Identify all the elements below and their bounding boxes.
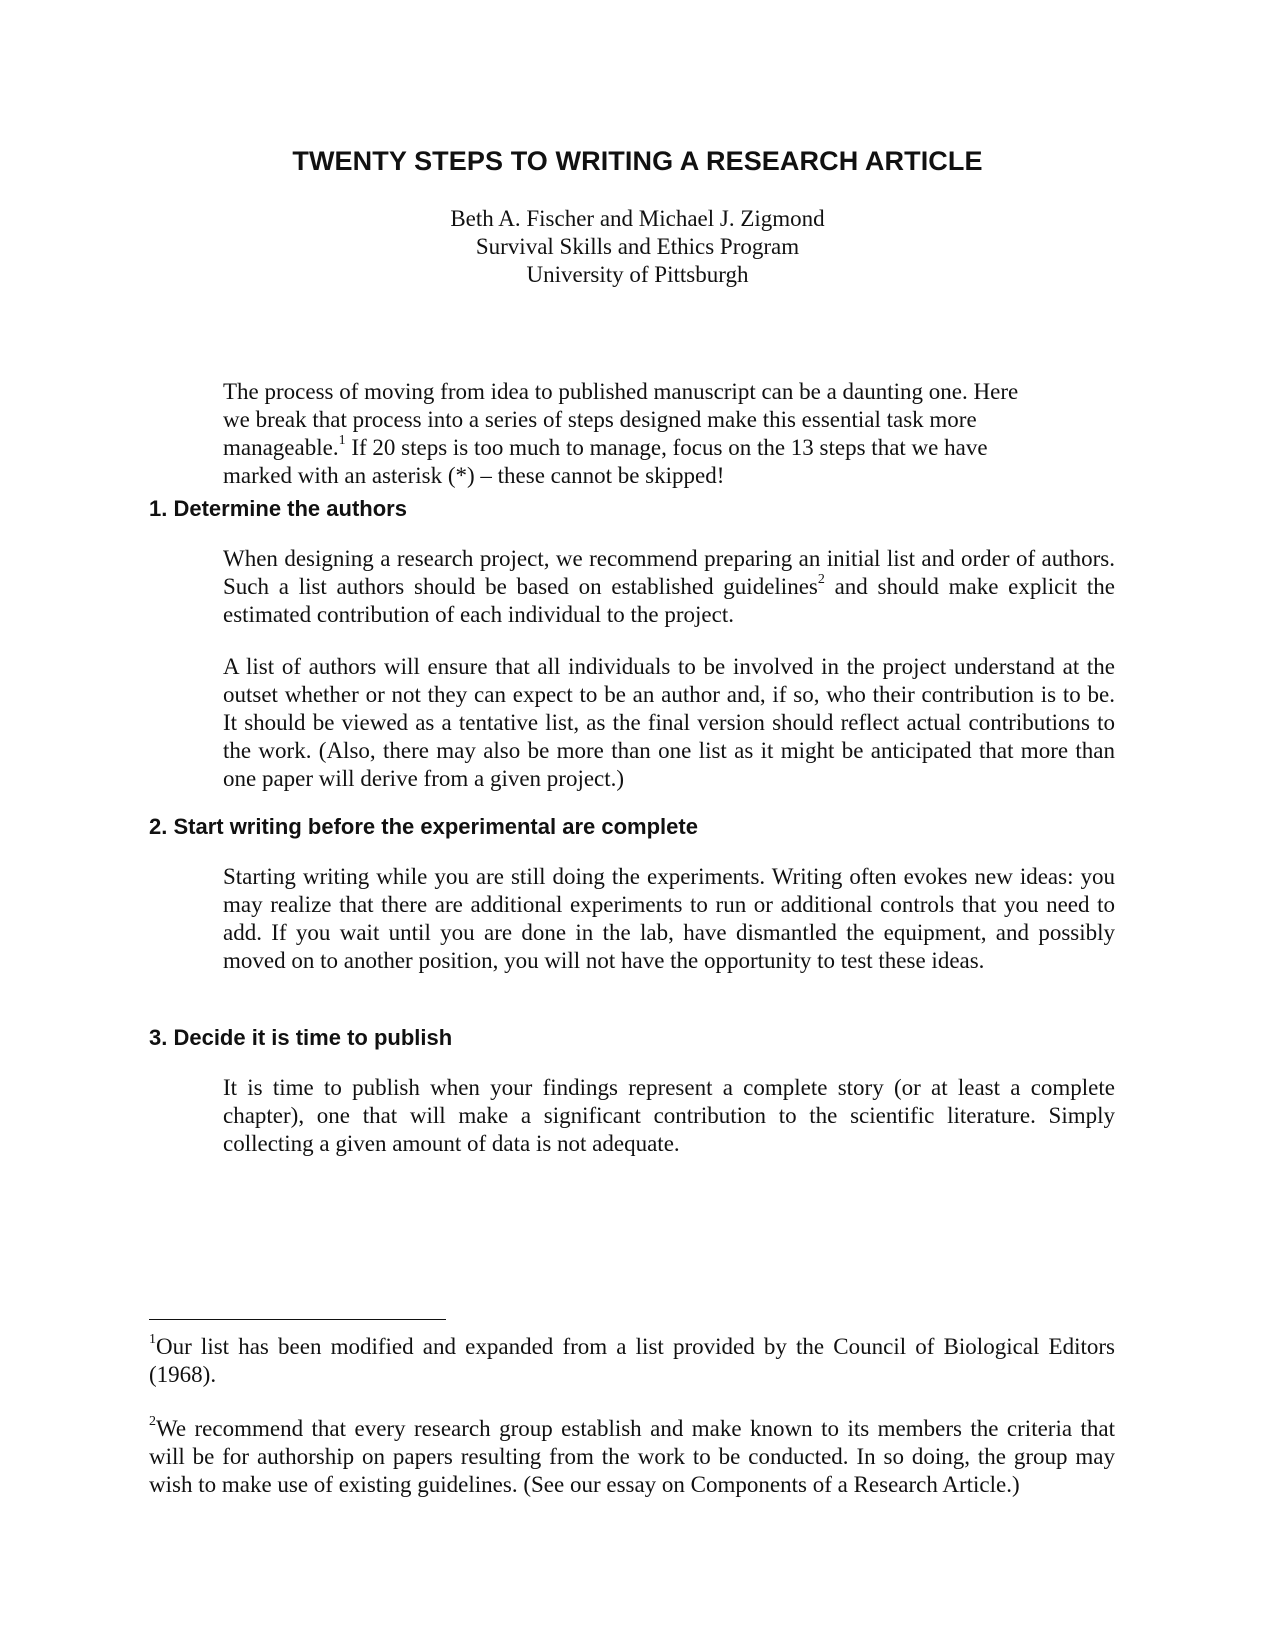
footnote-ref-2: 2 [817,572,825,588]
document-title: TWENTY STEPS TO WRITING A RESEARCH ARTICLE [292,146,983,176]
intro-text-part2: If 20 steps is too much to manage, focus on the 13 steps that we have marked with an asterisk (*) – these cannot be skipped! [223,435,988,488]
section-1-paragraph-1 [223,545,1115,629]
program-name: Survival Skills and Ethics Program [475,234,800,259]
section-1-paragraph-2: A list of authors will ensure that all individuals to be involved in the project understand at the outset whether or not they can expect to be an author and, if so, who their contribution is to be. It should be viewed as a tentative list, as the final version should reflect actual contributions to the work. (Also, there may also be more than one list as it might be anticipated that more than one paper will derive from a given project.) [223,654,1115,791]
author-block [0,205,1275,289]
footnote-1 [149,1333,1115,1389]
author-names: Beth A. Fischer and Michael J. Zigmond [450,206,825,231]
footnote-1-text: Our list has been modified and expanded from a list provided by the Council of Biological Editors (1968). [149,1334,1115,1387]
section-heading-3: 3. Decide it is time to publish [149,1025,453,1050]
footnote-1-mark: 1 [149,1332,156,1348]
intro-paragraph [223,378,1041,490]
section-2-paragraph-1: Starting writing while you are still doing the experiments. Writing often evokes new ideas: you may realize that there are additional experiments to run or additional controls that you need to add. If you wait until you are done in the lab, have dismantled the equipment, and possibly moved on to another position, you will not have the opportunity to test these ideas. [223,864,1115,973]
section-1-p1-part2: and should make explicit the estimated contribution of each individual to the project. [223,574,1115,627]
section-3-paragraph-1: It is time to publish when your findings represent a complete story (or at least a complete chapter), one that will make a significant contribution to the scientific literature. Simply collecting a given amount of data is not adequate. [223,1075,1115,1156]
footnote-2-text: We recommend that every research group establish and make known to its members the criteria that will be for authorship on papers resulting from the work to be conducted. In so doing, the group may wish to make use of existing guidelines. (See our essay on Components of a Research Article.) [149,1416,1115,1497]
footnote-separator [149,1319,446,1320]
section-heading-2: 2. Start writing before the experimental are complete [149,814,698,839]
section-1-p1-part1: When designing a research project, we recommend preparing an initial list and order of authors. Such a list authors should be based on established guidelines [223,546,1115,599]
intro-text-part1: The process of moving from idea to published manuscript can be a daunting one. Here we break that process into a series of steps designed make this essential task more manageable. [223,379,1019,460]
institution-name: University of Pittsburgh [526,262,749,287]
footnote-ref-1: 1 [338,433,346,449]
section-heading-1: 1. Determine the authors [149,496,407,521]
footnote-2 [149,1415,1115,1499]
footnote-2-mark: 2 [149,1414,156,1430]
